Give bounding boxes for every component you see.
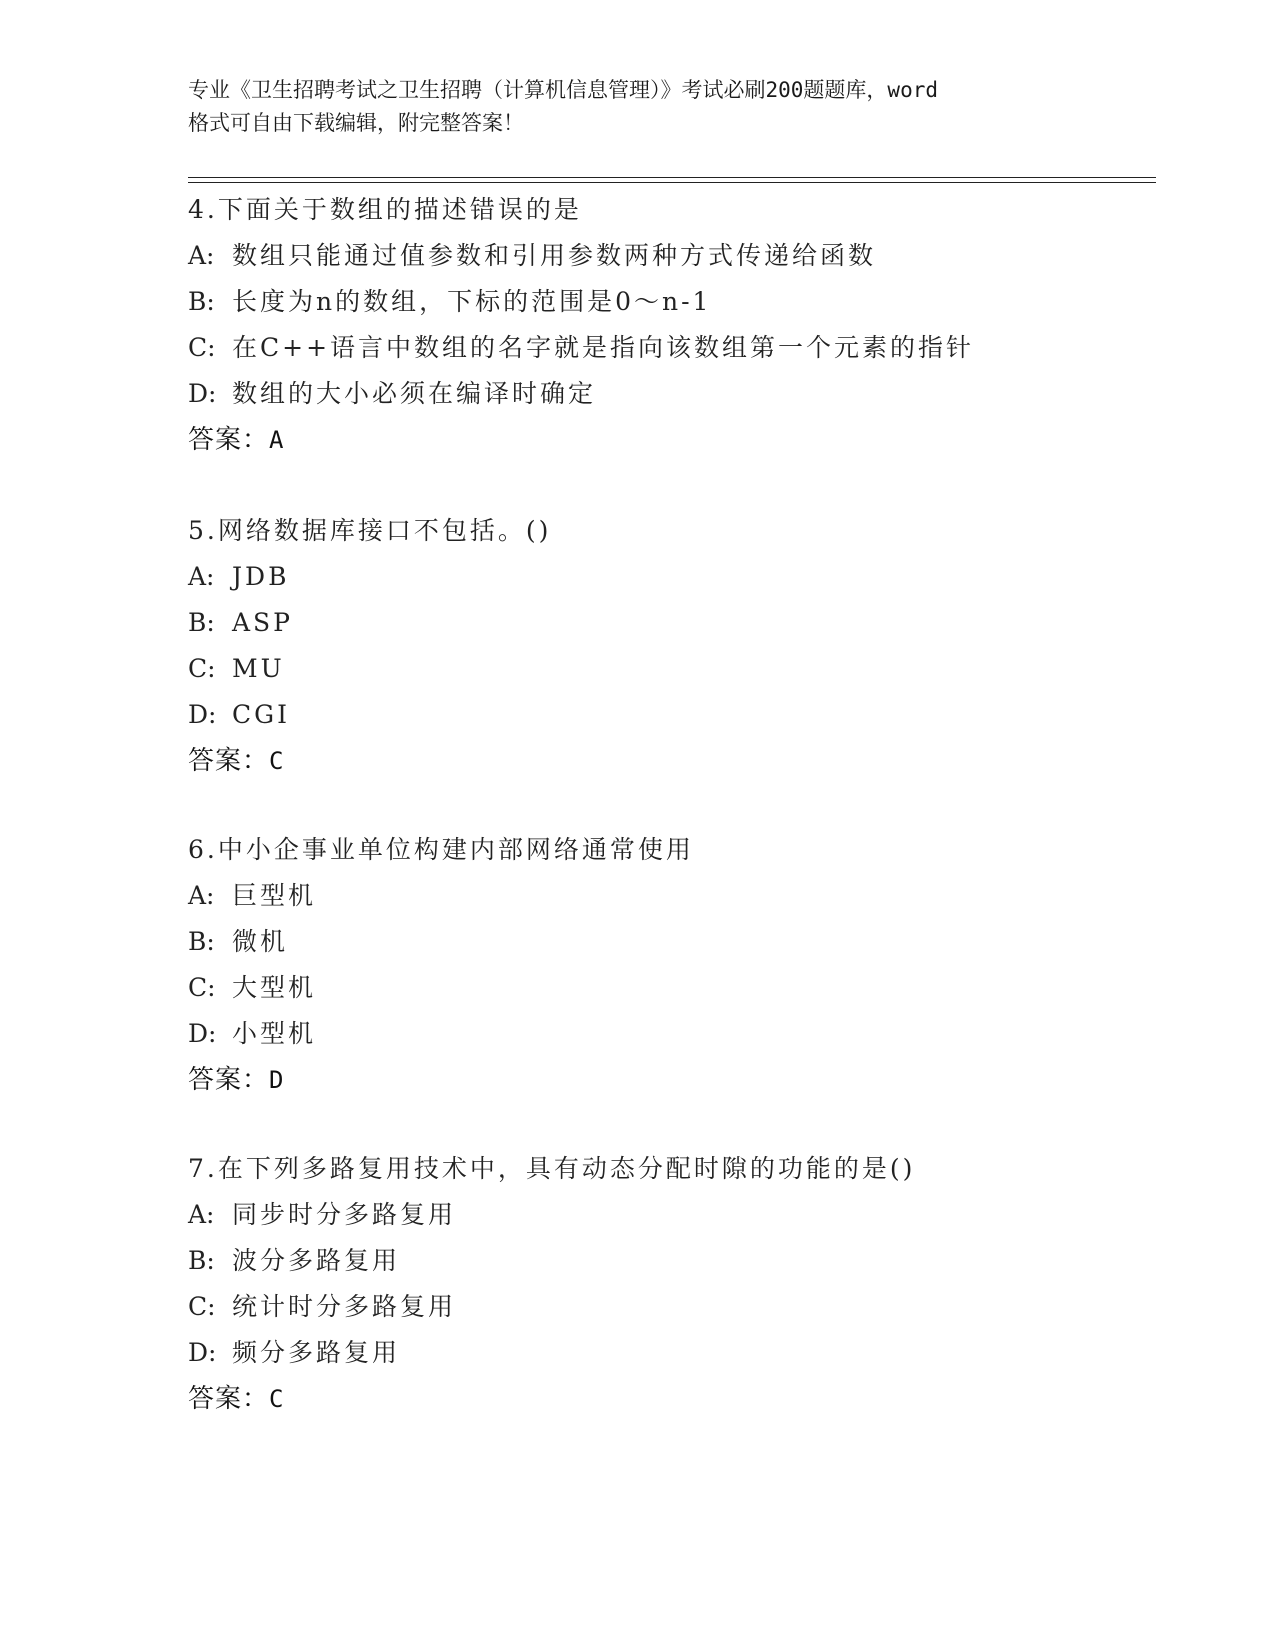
option-d: [188, 692, 1156, 738]
option-a: [188, 554, 1156, 600]
option-text: ASP: [232, 608, 294, 637]
option-c: [188, 1284, 1156, 1330]
document-header: [188, 74, 1088, 140]
option-text: 同步时分多路复用: [232, 1200, 457, 1229]
header-line-1: 专业《卫生招聘考试之卫生招聘（计算机信息管理）》考试必刷200题题库，word: [188, 78, 938, 102]
option-letter: A:: [188, 1200, 215, 1229]
option-text: CGI: [232, 700, 290, 729]
option-letter: C:: [188, 973, 216, 1002]
option-d: [188, 1011, 1156, 1057]
option-text: 波分多路复用: [232, 1246, 401, 1275]
option-letter: C:: [188, 654, 216, 683]
question-stem: 7.在下列多路复用技术中，具有动态分配时隙的功能的是(): [188, 1154, 916, 1183]
answer-line: [188, 1376, 1156, 1422]
option-letter: A:: [188, 881, 215, 910]
option-b: [188, 919, 1156, 965]
answer-label: 答案：: [188, 425, 270, 455]
option-text: 长度为n的数组，下标的范围是0～n-1: [232, 287, 712, 316]
option-letter: D:: [188, 1338, 217, 1367]
option-a: [188, 873, 1156, 919]
option-b: [188, 600, 1156, 646]
option-letter: B:: [188, 927, 215, 956]
option-letter: A:: [188, 562, 215, 591]
answer-value: A: [269, 426, 285, 454]
answer-line: [188, 1057, 1156, 1103]
option-a: [188, 233, 1156, 279]
option-text: 在C++语言中数组的名字就是指向该数组第一个元素的指针: [232, 333, 975, 362]
option-c: [188, 646, 1156, 692]
option-text: 微机: [232, 927, 289, 956]
option-text: MU: [232, 654, 285, 683]
question-stem: 4.下面关于数组的描述错误的是: [188, 195, 582, 224]
question-block: [188, 1146, 1156, 1422]
option-text: 小型机: [232, 1019, 317, 1048]
option-c: [188, 965, 1156, 1011]
answer-line: [188, 417, 1156, 463]
option-a: [188, 1192, 1156, 1238]
option-c: [188, 325, 1156, 371]
option-d: [188, 1330, 1156, 1376]
header-divider-bottom: [188, 182, 1156, 183]
question-block: [188, 187, 1156, 463]
option-letter: C:: [188, 333, 216, 362]
option-text: 频分多路复用: [232, 1338, 401, 1367]
answer-label: 答案：: [188, 746, 270, 776]
question-block: [188, 508, 1156, 784]
option-letter: C:: [188, 1292, 216, 1321]
option-letter: B:: [188, 287, 215, 316]
answer-value: C: [269, 747, 285, 775]
option-text: 数组的大小必须在编译时确定: [232, 379, 597, 408]
option-letter: B:: [188, 608, 215, 637]
option-text: JDB: [232, 562, 290, 591]
option-b: [188, 1238, 1156, 1284]
question-stem: 6.中小企事业单位构建内部网络通常使用: [188, 835, 694, 864]
option-letter: B:: [188, 1246, 215, 1275]
option-letter: D:: [188, 379, 217, 408]
option-text: 统计时分多路复用: [232, 1292, 457, 1321]
option-text: 大型机: [232, 973, 317, 1002]
option-b: [188, 279, 1156, 325]
option-d: [188, 371, 1156, 417]
answer-value: D: [269, 1066, 285, 1094]
question-stem: 5.网络数据库接口不包括。(): [188, 516, 552, 545]
option-text: 巨型机: [232, 881, 317, 910]
header-divider-top: [188, 177, 1156, 178]
answer-line: [188, 738, 1156, 784]
answer-value: C: [269, 1385, 285, 1413]
answer-label: 答案：: [188, 1384, 270, 1414]
answer-label: 答案：: [188, 1065, 270, 1095]
header-line-2: 格式可自由下载编辑，附完整答案！: [188, 111, 524, 135]
option-letter: D:: [188, 1019, 217, 1048]
option-letter: D:: [188, 700, 217, 729]
option-letter: A:: [188, 241, 215, 270]
option-text: 数组只能通过值参数和引用参数两种方式传递给函数: [232, 241, 877, 270]
question-block: [188, 827, 1156, 1103]
